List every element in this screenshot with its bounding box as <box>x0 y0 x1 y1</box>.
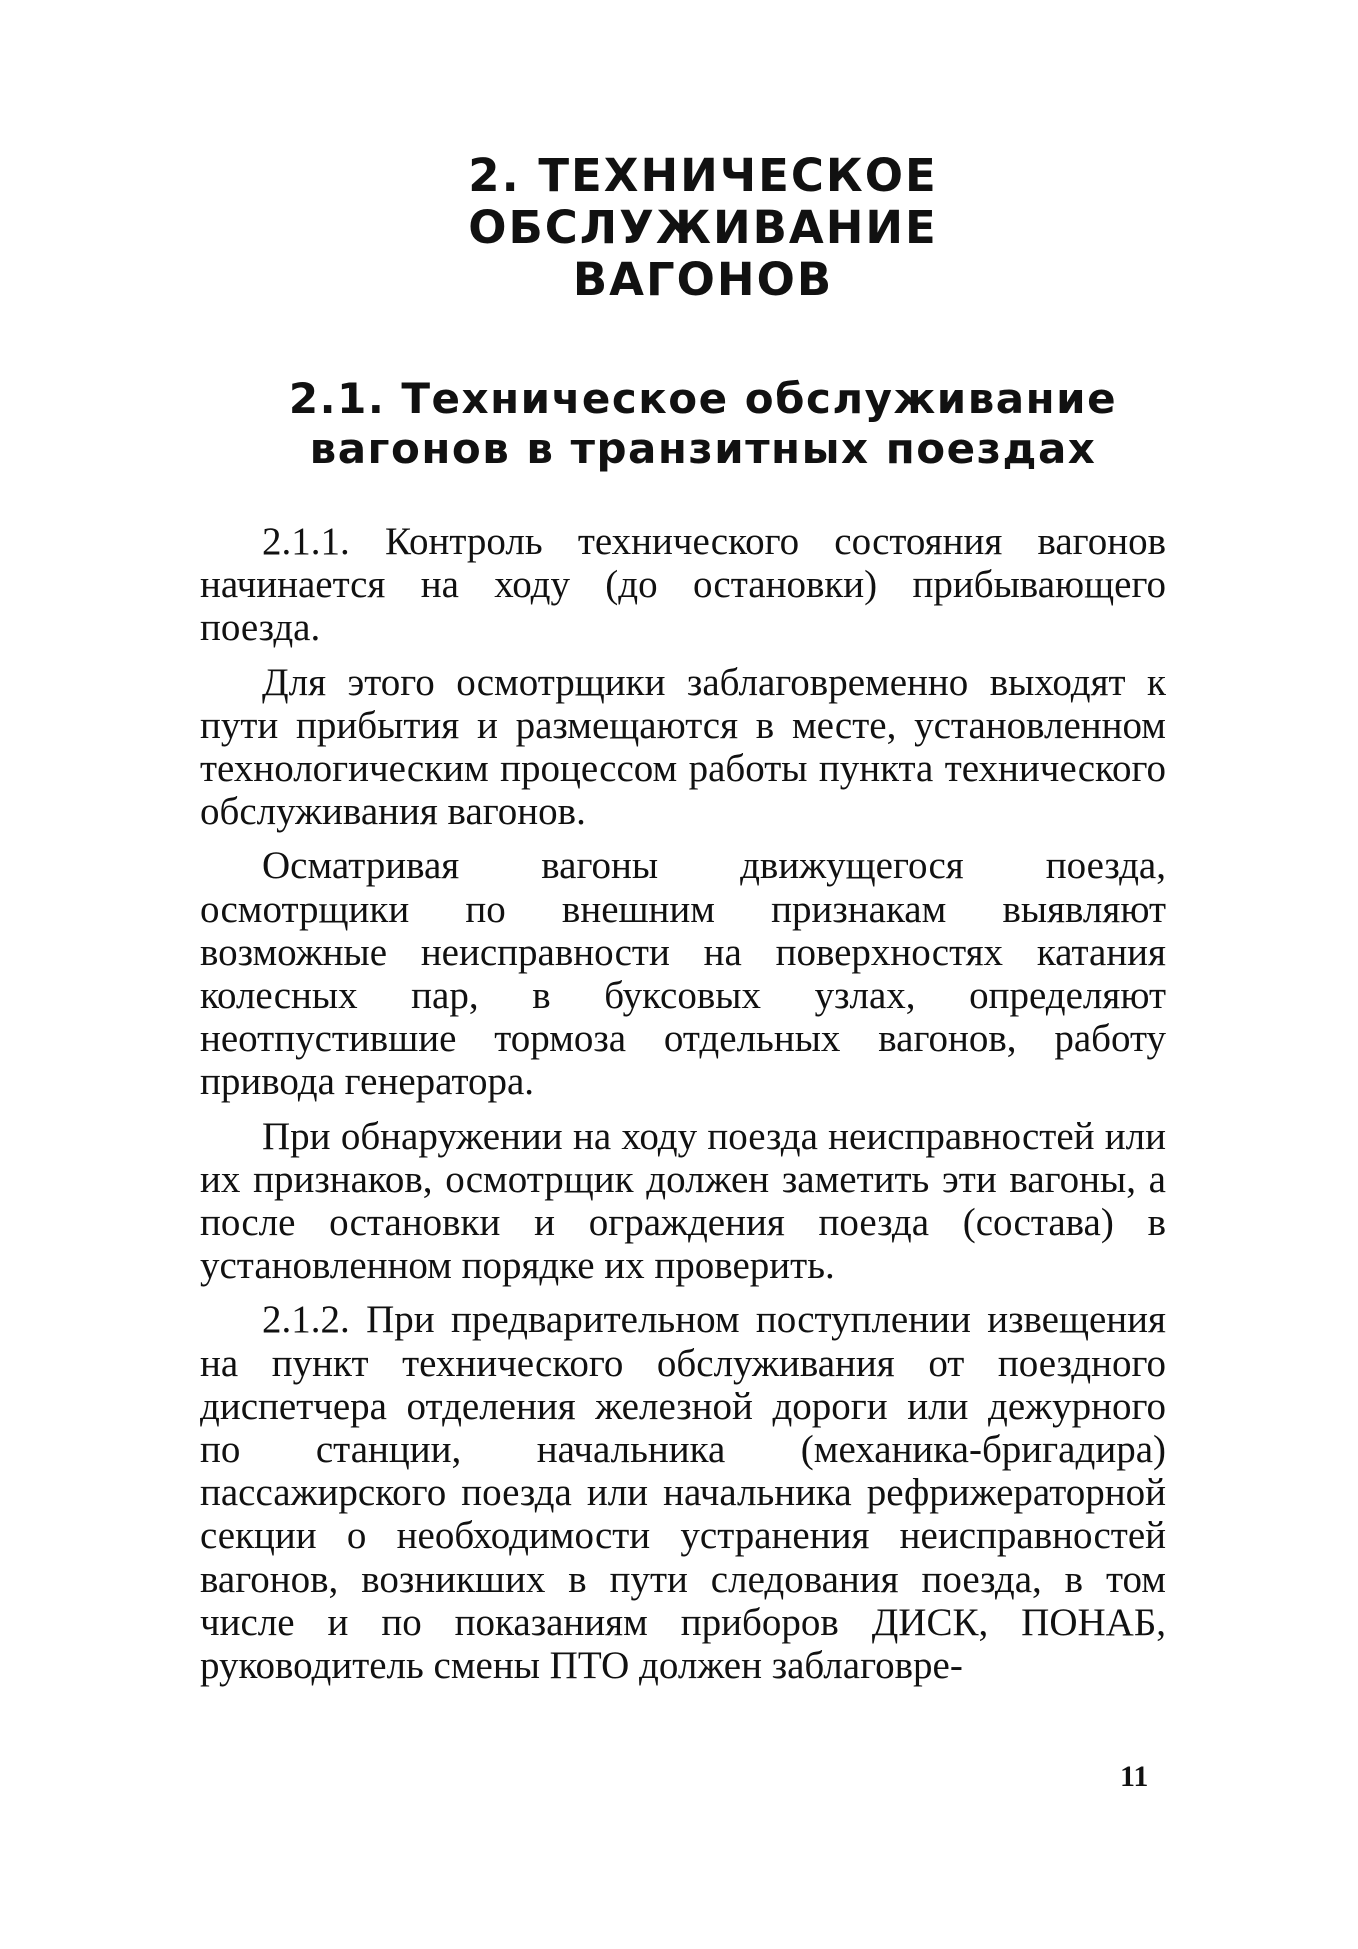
section-title <box>240 374 1166 474</box>
paragraph-2-1-2: 2.1.2. При предварительном поступлении извещения на пункт технического обслуживания от поездного диспетчера отделения железной дороги или дежурного по станции, начальника (механика-бригадира) пассажирского поезда или начальника рефрижераторной секции о необходимости устранения неисправностей вагонов, возникших в пути следования поезда, в том числе и по показаниям приборов ДИСК, ПОНАБ, руководитель смены ПТО должен заблаговре- <box>200 1298 1166 1688</box>
body-text <box>200 520 1166 1687</box>
section-title-line-2: вагонов в транзитных поездах <box>309 424 1097 473</box>
chapter-title-line-2: ВАГОНОВ <box>572 253 834 306</box>
paragraph-detected-faults: При обнаружении на ходу поезда неисправностей или их признаков, осмотрщик должен заметить эти вагоны, а после остановки и ограждения поезда (состава) в установленном порядке их проверить. <box>200 1114 1166 1288</box>
chapter-title-line-1: 2. ТЕХНИЧЕСКОЕ ОБСЛУЖИВАНИЕ <box>468 149 938 254</box>
page-number: 11 <box>1120 1760 1149 1793</box>
paragraph-inspectors-position: Для этого осмотрщики заблаговременно выходят к пути прибытия и размещаются в месте, установленном технологическим процессом работы пункта технического обслуживания вагонов. <box>200 660 1166 834</box>
section-title-line-1: 2.1. Техническое обслуживание <box>288 374 1118 423</box>
paragraph-inspection-on-move: Осматривая вагоны движущегося поезда, осмотрщики по внешним признакам выявляют возможные неисправности на поверхностях катания колесных пар, в буксовых узлах, определяют неотпустившие тормоза отдельных вагонов, работу привода генератора. <box>200 844 1166 1104</box>
paragraph-2-1-1: 2.1.1. Контроль технического состояния вагонов начинается на ходу (до остановки) прибывающего поезда. <box>200 520 1166 650</box>
page-content <box>200 150 1166 1698</box>
chapter-title <box>240 150 1166 306</box>
